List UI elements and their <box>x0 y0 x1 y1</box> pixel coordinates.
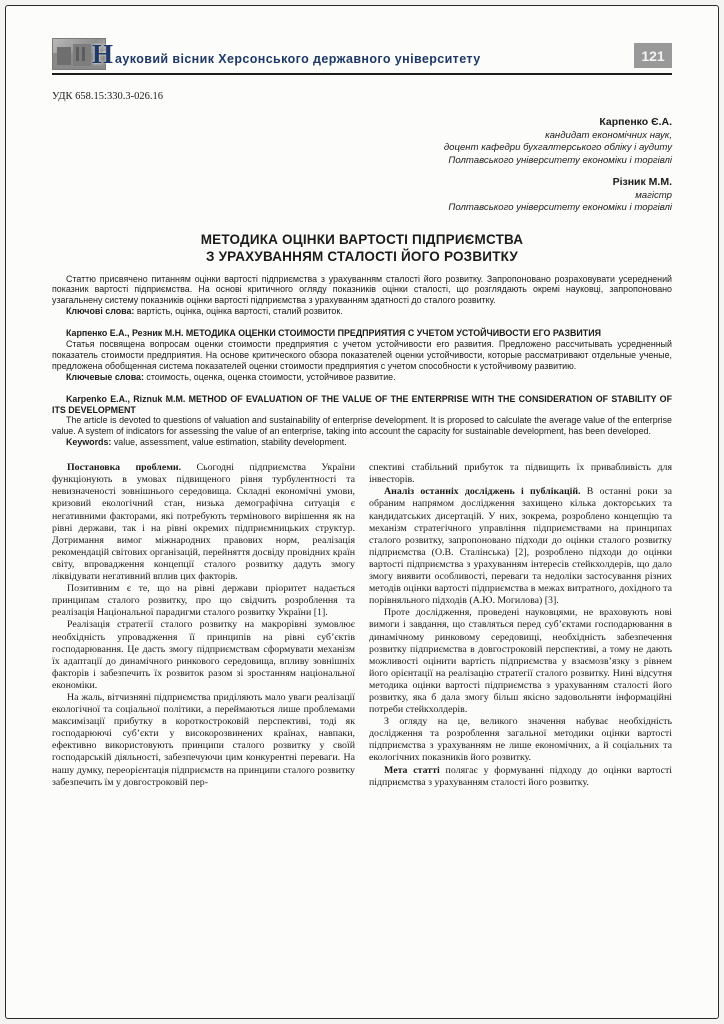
abstract-en <box>52 394 672 449</box>
paragraph <box>52 462 355 583</box>
keywords-label: Keywords: <box>66 437 112 448</box>
keywords-text: вартість, оцінка, оцінка вартості, сталий розвиток. <box>136 306 343 317</box>
paragraph <box>52 619 355 692</box>
paragraph-lead: Мета статті <box>384 764 440 776</box>
abstract-ru-keywords <box>52 372 672 383</box>
paragraph-lead: Постановка проблеми. <box>67 462 182 474</box>
paper-page <box>5 5 719 1019</box>
keywords-label: Ключові слова: <box>66 306 135 317</box>
author-affiliation: Полтавського університету економіки і торгівлі <box>448 154 672 166</box>
abstract-en-keywords <box>52 437 672 448</box>
abstract-uk-text: Статтю присвячено питанням оцінки вартості підприємства з урахуванням сталості його розвитку. Запропоновано розраховувати усереднений показник вартості підприємства. На основі критичного огляду показників оцінки сталості, що розглядають окремі науковці, запропоновано узагальнену систему показників оцінки вартості підприємства з урахуванням здатності до сталого розвитку. <box>52 273 672 306</box>
abstract-en-text: The article is devoted to questions of valuation and sustainability of enterprise development. It is proposed to calculate the average value of the enterprise value. A system of indicators for assessing the value of an enterprise, taking into account the capacity for sustainable development, has been developed. <box>52 415 672 437</box>
keywords-label: Ключевые слова: <box>66 371 144 382</box>
journal-title-initial: Н <box>92 39 114 69</box>
abstract-en-heading: Karpenko E.A., Riznuk M.M. METHOD OF EVALUATION OF THE VALUE OF THE ENTERPRISE WITH THE CONSIDERATION OF STABILITY OF ITS DEVELOPMENT <box>52 393 672 415</box>
paragraph <box>52 583 355 619</box>
header-divider <box>52 73 672 75</box>
abstract-uk <box>52 274 672 318</box>
paragraph-text: На жаль, вітчизняні підприємства приділяють мало уваги реалізації екологічної та соціальної політики, а переймаються лише проблемами максимізації прибутку в короткостроковій перспективі, тоді як господарюючі суб’єкти у високорозвинених країнах, навпаки, ефективно використовують принципи сталого розвитку у своїй господарській діяльності, забезпечуючи цим конкурентні переваги. На нашу думку, переорієнтація підприємств на принципи сталого розвитку забезпечить їм у довгостроковій пер- <box>52 691 355 788</box>
paragraph <box>369 716 672 764</box>
author-affiliation: Полтавського університету економіки і торгівлі <box>448 202 672 213</box>
abstract-ru-text: Статья посвящена вопросам оценки стоимости предприятия с учетом устойчивости его развития. Предложено рассчитывать усредненный показатель стоимости предприятия. На основе критического обзора показателей оценки устойчивости, которые рассматривают отдельные ученые, предложена обобщенная система показателей оценки стоимости предприятия с учетом способности к устойчивому развитию. <box>52 339 672 371</box>
paragraph-text: полягає у формуванні підходу до оцінки вартості підприємства з урахуванням сталості його розвитку. <box>369 764 673 788</box>
abstract-ru <box>52 328 672 383</box>
paragraph-text: Реалізація стратегії сталого розвитку на макрорівні зумовлює необхідність упровадження її принципів на рівні суб’єктів господарювання. Це дасть змогу підприємствам сформувати механізм їх адаптації до динамічного ринкового середовища, впливу зовнішніх факторів і забезпечить їх розвиток разом зі зростанням національної економіки. <box>52 619 355 691</box>
paragraph-text: З огляду на це, великого значення набуває необхідність дослідження та розроблення загальної методики оцінки вартості підприємства з урахуванням не лише економічних, а й соціальних та екологічних показників його розвитку. <box>369 716 672 764</box>
paragraph <box>369 607 672 716</box>
author-degree: кандидат економічних наук, <box>545 129 672 141</box>
paragraph <box>52 692 355 789</box>
article-title-line-1: МЕТОДИКА ОЦІНКИ ВАРТОСТІ ПІДПРИЄМСТВА <box>200 231 524 247</box>
abstract-ru-heading: Карпенко Е.А., Резник М.Н. МЕТОДИКА ОЦЕНКИ СТОИМОСТИ ПРЕДПРИЯТИЯ С УЧЕТОМ УСТОЙЧИВОСТИ ЕГО РАЗВИТИЯ <box>66 328 601 339</box>
article-body <box>52 462 672 789</box>
page-number-badge: 121 <box>634 43 672 68</box>
author-name: Карпенко Є.А. <box>599 116 672 128</box>
paragraph <box>369 486 672 607</box>
paragraph-text: Проте дослідження, проведені науковцями, не враховують нові вимоги і завдання, що ставляться перед суб’єктами господарювання в динамічному ринковому середовищі, необхідність забезпечення розвитку підприємства в довгостроковій перспективі, а тому не дають можливості оцінити вартість підприємства у взаємозв’язку з рівнем його орієнтації на реалізацію стратегії сталого розвитку. Нині відсутня методика оцінки вартості підприємства з урахуванням сталості його розвитку, яка б дала змогу більш якісно задовольняти інформаційні потреби стейкхолдерів. <box>369 607 672 716</box>
keywords-text: стоимость, оценка, оценка стоимости, устойчивое развитие. <box>146 371 396 382</box>
authors-block <box>52 116 672 215</box>
abstract-uk-keywords <box>52 306 672 317</box>
author-position: доцент кафедри бухгалтерського обліку і аудиту <box>443 142 672 153</box>
paragraph-text: спективі стабільний прибуток та підвищить їх привабливість для інвесторів. <box>369 462 672 486</box>
article-title-line-2: З УРАХУВАННЯМ СТАЛОСТІ ЙОГО РОЗВИТКУ <box>205 248 519 264</box>
journal-title: ауковий вісник Херсонського державного університету <box>115 52 481 66</box>
keywords-text: value, assessment, value estimation, stability development. <box>113 437 347 448</box>
paragraph <box>369 765 672 789</box>
author-1 <box>52 116 672 167</box>
paragraph-text: Сьогодні підприємства України функціонують в умовах підвищеного рівня турбулентності та невизначеності зовнішнього середовища. Складні економічні умови, кризовий екологічний стан, низька демографічна ситуація є негативними факторами, які потребують термінового вирішення як на рівні держави, так і на рівні окремих підприємницьких структур. Дотримання вимог міжнародних правових норм, реалізація рекомендацій світових організацій, перейняття досвіду провідних країн світу, впровадження концепції сталого розвитку дадуть змогу ліквідувати негативний вплив цих факторів. <box>52 462 355 583</box>
author-2 <box>52 176 672 215</box>
udc-code: УДК 658.15:330.3-026.16 <box>52 91 163 102</box>
article-title <box>52 231 672 265</box>
left-column <box>52 462 355 789</box>
right-column <box>369 462 672 789</box>
author-degree: магістр <box>635 189 672 201</box>
journal-header <box>52 32 672 68</box>
paragraph-lead: Аналіз останніх досліджень і публікацій. <box>384 486 581 498</box>
journal-brand <box>52 32 481 68</box>
paragraph-text: Позитивним є те, що на рівні держави пріоритет надається принципам сталого розвитку, про що свідчить розроблення та реалізація Національної парадигми сталого розвитку України [1]. <box>52 583 355 619</box>
paragraph <box>369 462 672 486</box>
paragraph-text: В останні роки за обраним напрямом дослідження захищено кілька докторських та кандидатських дисертацій. У них, зокрема, розроблено концепцію та механізм стратегічного управління підприємствами на принципах сталого розвитку, запропоновано підходи до оцінки сталого розвитку підприємства (О.В. Сталінська) [2], розроблено підходи до оцінки вартості підприємства з урахуванням інтересів стейкхолдерів, що дало змогу виявити особливості, переваги та недоліки застосування різних методів оцінки вартості підприємства в межах витратного, дохідного та порівняльного підходів (А.Ю. Могилова) [3]. <box>369 486 672 607</box>
author-name: Різник М.М. <box>612 176 672 188</box>
